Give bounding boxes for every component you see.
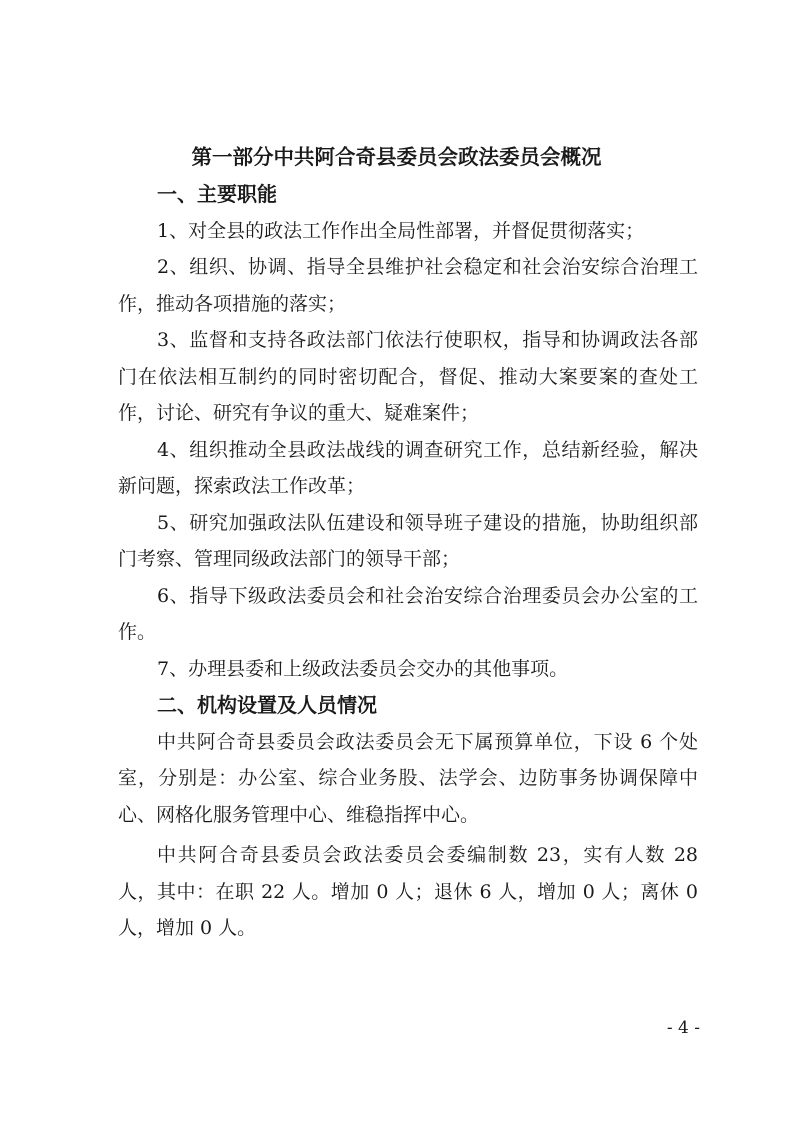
function-item-4: 4、组织推动全县政法战线的调查研究工作，总结新经验，解决新问题，探索政法工作改革； (118, 438, 698, 497)
page-number: - 4 - (666, 1018, 700, 1038)
page-title: 第一部分中共阿合奇县委员会政法委员会概况 (191, 145, 602, 169)
function-item-7: 7、办理县委和上级政法委员会交办的其他事项。 (157, 657, 569, 680)
organization-paragraph: 中共阿合奇县委员会政法委员会无下属预算单位，下设 6 个处室，分别是：办公室、综合业务股、法学会、边防事务协调保障中心、网格化服务管理中心、维稳指挥中心。 (118, 730, 698, 826)
function-item-2: 2、组织、协调、指导全县维护社会稳定和社会治安综合治理工作，推动各项措施的落实； (118, 256, 698, 315)
function-item-1: 1、对全县的政法工作作出全局性部署，并督促贯彻落实； (157, 219, 645, 242)
function-item-5: 5、研究加强政法队伍建设和领导班子建设的措施，协助组织部门考察、管理同级政法部门的领导干部； (118, 511, 698, 570)
document-body (118, 176, 698, 947)
function-item-3: 3、监督和支持各政法部门依法行使职权，指导和协调政法各部门在依法相互制约的同时密切配合，督促、推动大案要案的查处工作，讨论、研究有争议的重大、疑难案件； (118, 329, 698, 424)
function-item-6: 6、指导下级政法委员会和社会治安综合治理委员会办公室的工作。 (118, 584, 698, 643)
section-heading-organization: 二、机构设置及人员情况 (157, 693, 377, 717)
staffing-paragraph: 中共阿合奇县委员会政法委员会委编制数 23，实有人数 28 人，其中：在职 22 人。增加 0 人；退休 6 人，增加 0 人；离休 0 人，增加 0 人。 (118, 844, 698, 939)
section-heading-main-functions: 一、主要职能 (157, 182, 277, 206)
